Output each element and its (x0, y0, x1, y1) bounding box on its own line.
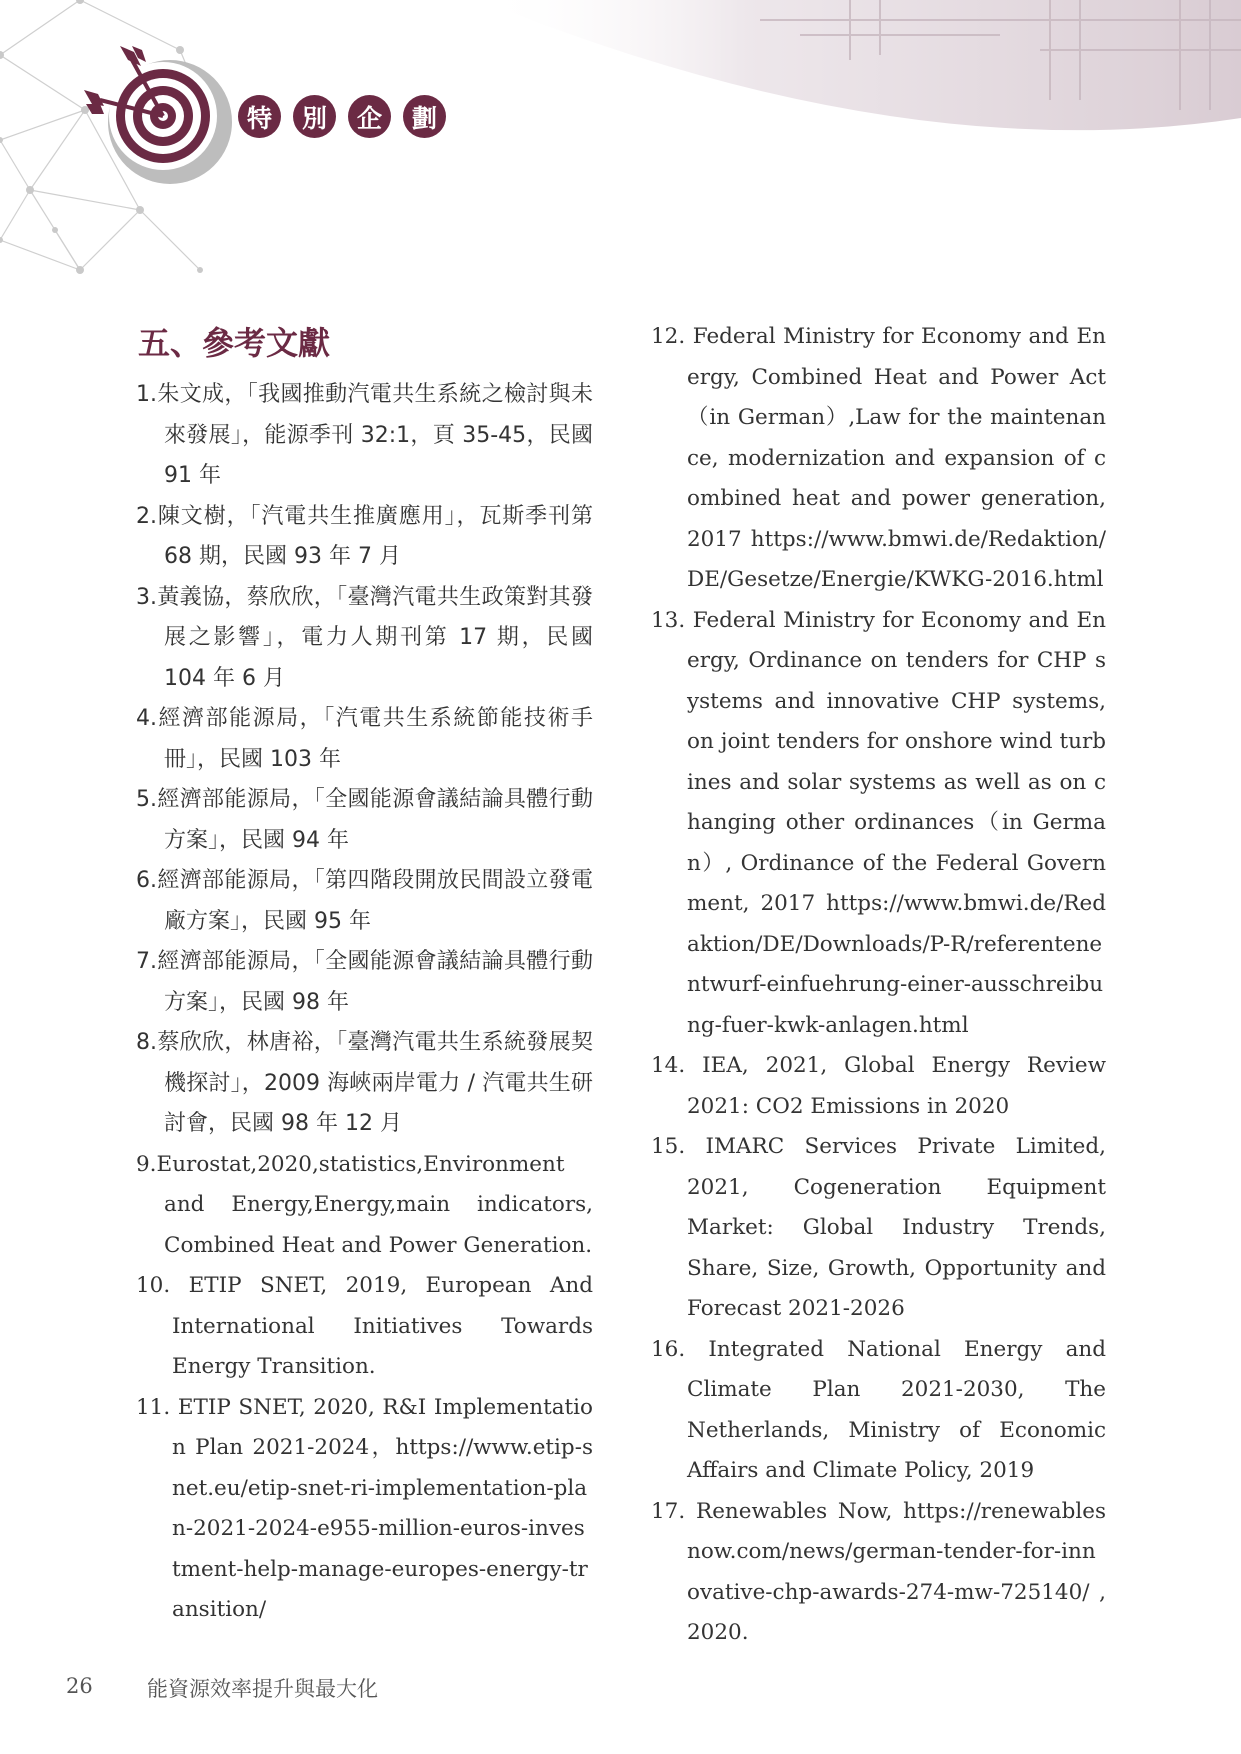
reference-number: 8. (136, 1030, 157, 1055)
reference-text: IEA, 2021, Global Energy Review 2021: CO2 Emissions in 2020 (687, 1053, 1106, 1119)
feature-badge: 別 (293, 95, 336, 138)
reference-text: Eurostat,2020,statistics,Environment and Energy,Energy,main indicators, Combined Heat and Power Generation. (156, 1151, 593, 1258)
target-icon (84, 46, 232, 184)
reference-list-left (136, 375, 593, 1631)
reference-text: ETIP SNET, 2020, R&I Implementation Plan 2021-2024，https://www.etip-snet.eu/etip-snet-ri-implementation-plan-2021-2024-e955-million-euros-investment-help-manage-europes-energy-transition/ (172, 1394, 593, 1622)
header-decoration (0, 0, 1241, 290)
feature-badge: 企 (348, 95, 391, 138)
reference-number: 3. (136, 584, 157, 610)
reference-item (136, 699, 593, 780)
reference-item (136, 1145, 593, 1267)
reference-item (136, 1023, 593, 1145)
reference-text: Renewables Now, https://renewablesnow.com/news/german-tender-for-innovative-chp-awards-274-mw-725140/ , 2020. (687, 1498, 1106, 1645)
reference-number: 17. (651, 1498, 686, 1524)
reference-number: 15. (651, 1134, 686, 1159)
reference-item (651, 1330, 1106, 1492)
reference-item (651, 601, 1106, 1047)
reference-list-right (651, 317, 1106, 1654)
feature-badge: 特 (238, 95, 281, 138)
feature-badges (238, 95, 446, 138)
section-title: 五、參考文獻 (138, 324, 331, 362)
reference-number: 12. (651, 324, 686, 349)
reference-number: 7. (136, 949, 157, 974)
reference-text: 經濟部能源局，「全國能源會議結論具體行動方案」，民國 98 年 (157, 949, 593, 1015)
reference-number: 5. (136, 787, 157, 812)
reference-number: 1. (136, 382, 157, 407)
reference-number: 9. (136, 1151, 157, 1177)
reference-item (651, 1492, 1106, 1654)
reference-number: 10. (136, 1273, 171, 1298)
reference-item (651, 1046, 1106, 1127)
reference-text: Federal Ministry for Economy and Energy, Ordinance on tenders for CHP systems and innovative CHP systems, on joint tenders for onshore wind turbines and solar systems as well as on changing other ordinances（in German）, Ordinance of the Federal Government, 2017 https://www.bmwi.de/Redaktion/DE/Downloads/P-R/referentenentwurf-einfuehrung-einer-ausschreibung-fuer-kwk-anlagen.html (687, 607, 1106, 1038)
reference-number: 4. (136, 706, 157, 731)
feature-badge: 劃 (403, 95, 446, 138)
reference-item (136, 942, 593, 1023)
reference-item (651, 1127, 1106, 1330)
page-number: 26 (66, 1674, 93, 1698)
reference-number: 2. (136, 503, 157, 529)
reference-text: 黃義協，蔡欣欣，「臺灣汽電共生政策對其發展之影響」，電力人期刊第 17 期，民國 104 年 6 月 (157, 584, 593, 691)
reference-text: Federal Ministry for Economy and Energy, Combined Heat and Power Act（in German）,Law for the maintenance, modernization and expansion of combined heat and power generation, 2017 https://www.bmwi.de/Redaktion/DE/Gesetze/Energie/KWKG-2016.html (687, 324, 1106, 592)
reference-item (136, 780, 593, 861)
reference-text: 經濟部能源局，「全國能源會議結論具體行動方案」，民國 94 年 (157, 787, 593, 853)
reference-text: ETIP SNET, 2019, European And International Initiatives Towards Energy Transition. (172, 1273, 593, 1379)
reference-item (136, 1388, 593, 1631)
reference-text: IMARC Services Private Limited, 2021, Cogeneration Equipment Market: Global Industry Trends, Share, Size, Growth, Opportunity and Forecast 2021-2026 (687, 1134, 1106, 1321)
reference-number: 14. (651, 1053, 686, 1078)
reference-number: 16. (651, 1336, 686, 1362)
reference-item (136, 375, 593, 497)
reference-number: 13. (651, 607, 686, 633)
reference-text: 蔡欣欣，林唐裕，「臺灣汽電共生系統發展契機探討」，2009 海峽兩岸電力 / 汽電共生研討會，民國 98 年 12 月 (157, 1030, 593, 1136)
reference-number: 11. (136, 1394, 171, 1420)
reference-item (136, 861, 593, 942)
reference-item (136, 578, 593, 700)
running-title: 能資源效率提升與最大化 (147, 1677, 378, 1701)
reference-text: 陳文樹，「汽電共生推廣應用」，瓦斯季刊第 68 期，民國 93 年 7 月 (157, 503, 593, 569)
reference-text: Integrated National Energy and Climate Plan 2021-2030, The Netherlands, Ministry of Economic Affairs and Climate Policy, 2019 (687, 1336, 1106, 1483)
reference-item (136, 1266, 593, 1388)
reference-text: 朱文成，「我國推動汽電共生系統之檢討與未來發展」，能源季刊 32:1，頁 35-45，民國 91 年 (157, 382, 593, 488)
reference-number: 6. (136, 868, 157, 893)
reference-item (136, 497, 593, 578)
reference-item (651, 317, 1106, 601)
reference-text: 經濟部能源局，「汽電共生系統節能技術手冊」，民國 103 年 (157, 706, 593, 772)
reference-text: 經濟部能源局，「第四階段開放民間設立發電廠方案」，民國 95 年 (157, 868, 593, 934)
